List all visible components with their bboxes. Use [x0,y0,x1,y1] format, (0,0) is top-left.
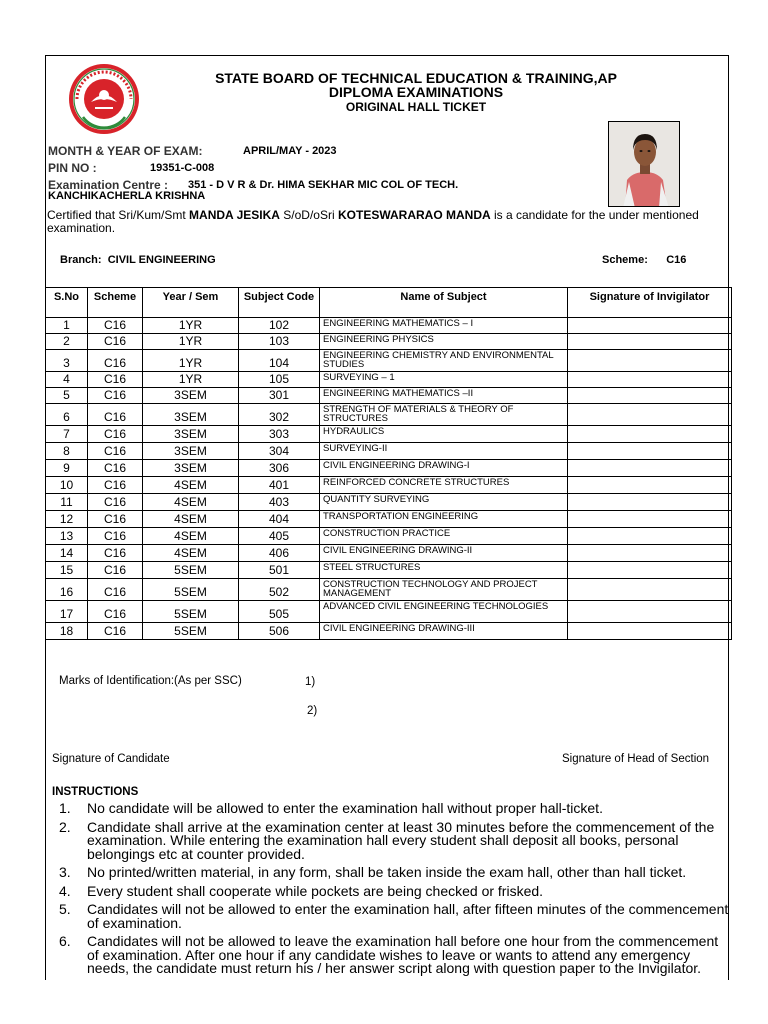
cell-subject-code: 506 [239,623,320,640]
candidate-signature-label: Signature of Candidate [52,753,170,765]
cell-invigilator-signature [568,511,732,528]
instruction-item [50,935,732,976]
cell-invigilator-signature [568,494,732,511]
centre-value-line2: KANCHIKACHERLA KRISHNA [48,190,206,202]
cell-subject-code: 406 [239,545,320,562]
cell-sno: 17 [46,601,88,623]
table-row [46,601,732,623]
table-row [46,334,732,350]
cell-subject-code: 405 [239,528,320,545]
cell-sno: 12 [46,511,88,528]
cell-year-sem: 3SEM [143,460,239,477]
identification-mark-2: 2) [307,705,318,717]
cell-invigilator-signature [568,477,732,494]
cell-scheme: C16 [88,528,143,545]
instruction-text: No printed/written material, in any form, shall be taken inside the exam hall, other than hall ticket. [87,864,687,880]
col-sno: S.No [46,288,88,318]
cell-year-sem: 5SEM [143,562,239,579]
cell-subject-name: TRANSPORTATION ENGINEERING [320,511,568,528]
table-row [46,460,732,477]
cell-invigilator-signature [568,426,732,443]
cell-subject-name: REINFORCED CONCRETE STRUCTURES [320,477,568,494]
instruction-item [50,802,732,816]
cell-scheme: C16 [88,623,143,640]
cell-subject-code: 104 [239,350,320,372]
cell-subject-code: 105 [239,372,320,388]
instructions-title: INSTRUCTIONS [52,786,139,798]
cell-year-sem: 5SEM [143,579,239,601]
scheme-value: C16 [666,254,687,266]
cell-subject-code: 103 [239,334,320,350]
instruction-number: 4. [59,882,71,899]
instruction-number: 6. [59,933,71,949]
candidate-photo [608,121,680,207]
cell-year-sem: 3SEM [143,426,239,443]
cell-sno: 8 [46,443,88,460]
table-row [46,318,732,334]
cell-subject-name: ENGINEERING MATHEMATICS – I [320,318,568,334]
exam-month-value: APRIL/MAY - 2023 [243,145,337,157]
table-row [46,511,732,528]
table-row [46,528,732,545]
identification-mark-1: 1) [305,676,316,688]
cell-subject-name: CONSTRUCTION PRACTICE [320,528,568,545]
cell-sno: 10 [46,477,88,494]
cell-subject-name: CIVIL ENGINEERING DRAWING-I [320,460,568,477]
cell-subject-code: 403 [239,494,320,511]
cell-scheme: C16 [88,477,143,494]
cell-subject-name: ENGINEERING PHYSICS [320,334,568,350]
cell-year-sem: 5SEM [143,601,239,623]
cell-subject-name: QUANTITY SURVEYING [320,494,568,511]
cell-year-sem: 1YR [143,334,239,350]
cell-invigilator-signature [568,318,732,334]
pin-value: 19351-C-008 [150,162,215,174]
centre-label: Examination Centre : [48,178,169,192]
cell-subject-code: 502 [239,579,320,601]
instruction-number: 2. [59,818,71,835]
instruction-text: Candidates will not be allowed to leave the examination hall before one hour from the commencement of examination. After one hour if any candidate wishes to leave or wants to attend any emergency needs, the candidate must return his / her answer script along with question paper to the Invigilator. [87,933,719,976]
cell-scheme: C16 [88,579,143,601]
cell-sno: 11 [46,494,88,511]
table-row [46,443,732,460]
col-year-sem: Year / Sem [143,288,239,318]
cell-sno: 5 [46,388,88,404]
cell-year-sem: 5SEM [143,623,239,640]
cell-scheme: C16 [88,426,143,443]
cell-scheme: C16 [88,334,143,350]
cell-subject-name: ENGINEERING CHEMISTRY AND ENVIRONMENTAL STUDIES [320,350,568,372]
cell-year-sem: 3SEM [143,443,239,460]
cell-invigilator-signature [568,388,732,404]
cell-sno: 13 [46,528,88,545]
board-title: STATE BOARD OF TECHNICAL EDUCATION & TRAINING,AP [215,70,617,86]
cell-scheme: C16 [88,350,143,372]
cell-invigilator-signature [568,350,732,372]
cell-invigilator-signature [568,528,732,545]
table-row [46,350,732,372]
exam-month-label: MONTH & YEAR OF EXAM: [48,144,203,158]
cell-subject-name: ENGINEERING MATHEMATICS –II [320,388,568,404]
cell-sno: 6 [46,404,88,426]
cell-invigilator-signature [568,601,732,623]
cell-year-sem: 3SEM [143,404,239,426]
table-row [46,494,732,511]
cell-scheme: C16 [88,494,143,511]
cell-subject-name: ADVANCED CIVIL ENGINEERING TECHNOLOGIES [320,601,568,623]
parent-name: KOTESWARARAO MANDA [337,208,491,222]
cell-year-sem: 4SEM [143,545,239,562]
instruction-number: 3. [59,864,71,880]
cell-subject-name: CONSTRUCTION TECHNOLOGY AND PROJECT MANAGEMENT [320,579,568,601]
cell-scheme: C16 [88,318,143,334]
cell-sno: 7 [46,426,88,443]
cell-invigilator-signature [568,562,732,579]
cell-invigilator-signature [568,460,732,477]
table-row [46,623,732,640]
col-invigilator-signature: Signature of Invigilator [568,288,732,318]
instruction-text: No candidate will be allowed to enter the examination hall without proper hall-ticket. [87,800,603,816]
instruction-item [50,866,732,880]
cell-invigilator-signature [568,334,732,350]
col-subject-name: Name of Subject [320,288,568,318]
cell-sno: 16 [46,579,88,601]
cell-subject-code: 404 [239,511,320,528]
table-row [46,562,732,579]
sbtet-logo-icon [67,62,141,136]
table-row [46,545,732,562]
instruction-number: 1. [59,800,71,816]
cell-year-sem: 4SEM [143,528,239,545]
cell-invigilator-signature [568,579,732,601]
cell-sno: 9 [46,460,88,477]
branch-label: Branch: [60,254,102,266]
cell-scheme: C16 [88,372,143,388]
instruction-item [50,882,732,899]
cell-subject-name: STRENGTH OF MATERIALS & THEORY OF STRUCTURES [320,404,568,426]
cell-scheme: C16 [88,562,143,579]
instruction-text: Candidate shall arrive at the examination center at least 30 minutes before the commencement of the examination. While entering the examination hall every student shall deposit all books, personal belongings etc at counter provided. [87,818,715,862]
identification-marks-label: Marks of Identification:(As per SSC) [59,675,242,687]
table-header-row [46,288,732,318]
cell-subject-name: SURVEYING – 1 [320,372,568,388]
table-row [46,404,732,426]
cell-subject-name: STEEL STRUCTURES [320,562,568,579]
table-row [46,579,732,601]
cell-subject-name: CIVIL ENGINEERING DRAWING-II [320,545,568,562]
cell-subject-code: 401 [239,477,320,494]
cell-scheme: C16 [88,460,143,477]
exam-title: DIPLOMA EXAMINATIONS [328,84,504,100]
cell-scheme: C16 [88,443,143,460]
cell-subject-code: 102 [239,318,320,334]
scheme-line [602,254,686,266]
cell-scheme: C16 [88,545,143,562]
cell-sno: 15 [46,562,88,579]
pin-label: PIN NO : [48,161,97,175]
table-row [46,388,732,404]
cell-subject-name: HYDRAULICS [320,426,568,443]
cell-sno: 4 [46,372,88,388]
instruction-item [50,818,732,862]
cell-subject-code: 306 [239,460,320,477]
cell-year-sem: 1YR [143,372,239,388]
instruction-item [50,903,732,930]
certify-post: is a candidate for the under mentioned examination. [47,208,699,235]
cell-invigilator-signature [568,623,732,640]
cell-subject-code: 505 [239,601,320,623]
instruction-number: 5. [59,901,71,917]
cell-year-sem: 4SEM [143,494,239,511]
cell-subject-code: 303 [239,426,320,443]
instruction-text: Candidates will not be allowed to enter the examination hall, after fifteen minutes of the commencement of examination. [87,901,729,931]
table-row [46,372,732,388]
branch-value: CIVIL ENGINEERING [107,254,216,266]
cell-sno: 14 [46,545,88,562]
instructions-list [50,802,732,981]
table-row [46,477,732,494]
certify-mid: S/oD/oSri [279,208,338,222]
cell-invigilator-signature [568,404,732,426]
centre-value: 351 - D V R & Dr. HIMA SEKHAR MIC COL OF TECH. [188,179,459,191]
cell-scheme: C16 [88,388,143,404]
cell-sno: 2 [46,334,88,350]
candidate-name: MANDA JESIKA [189,208,280,222]
cell-subject-code: 302 [239,404,320,426]
candidate-photo-image [609,122,680,207]
cell-subject-name: CIVIL ENGINEERING DRAWING-III [320,623,568,640]
cell-sno: 3 [46,350,88,372]
certification-text [47,209,727,235]
cell-sno: 1 [46,318,88,334]
certify-pre: Certified that Sri/Kum/Smt [47,208,190,222]
ticket-title: ORIGINAL HALL TICKET [345,100,487,114]
cell-scheme: C16 [88,511,143,528]
col-subject-code: Subject Code [239,288,320,318]
cell-subject-name: SURVEYING-II [320,443,568,460]
cell-subject-code: 301 [239,388,320,404]
cell-year-sem: 4SEM [143,511,239,528]
instruction-text: Every student shall cooperate while pockets are being checked or frisked. [87,882,544,899]
head-signature-label: Signature of Head of Section [562,753,710,765]
cell-year-sem: 3SEM [143,388,239,404]
cell-invigilator-signature [568,545,732,562]
scheme-label: Scheme: [602,254,648,266]
cell-scheme: C16 [88,601,143,623]
cell-year-sem: 1YR [143,350,239,372]
cell-year-sem: 4SEM [143,477,239,494]
cell-scheme: C16 [88,404,143,426]
col-scheme: Scheme [88,288,143,318]
cell-subject-code: 304 [239,443,320,460]
cell-year-sem: 1YR [143,318,239,334]
cell-invigilator-signature [568,372,732,388]
table-row [46,426,732,443]
branch-line [60,254,216,266]
subjects-table [45,287,732,640]
cell-invigilator-signature [568,443,732,460]
cell-subject-code: 501 [239,562,320,579]
cell-sno: 18 [46,623,88,640]
